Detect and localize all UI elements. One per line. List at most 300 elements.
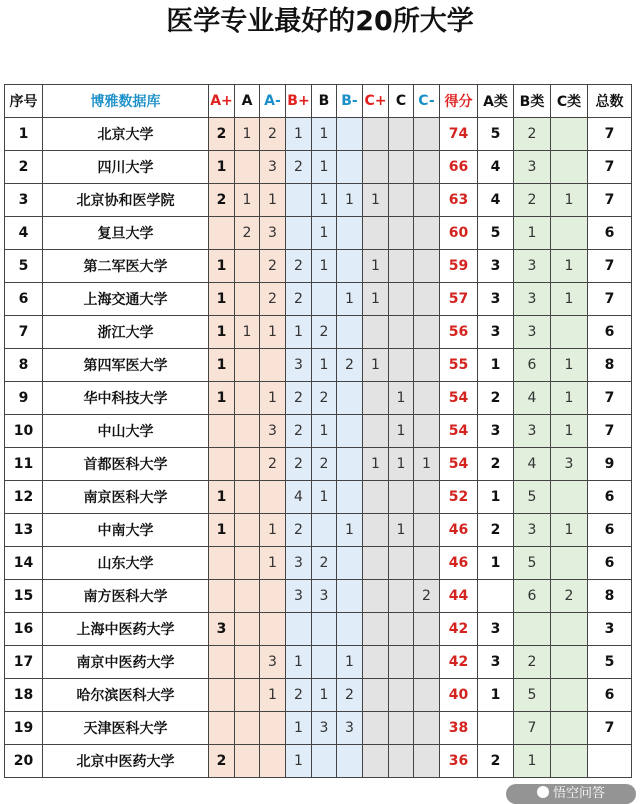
cell-score: 42 <box>440 613 478 646</box>
cell-c-count <box>551 745 588 778</box>
cell-university-name: 上海交通大学 <box>43 283 209 316</box>
cell-c-minus <box>414 382 440 415</box>
cell-idx: 16 <box>5 613 43 646</box>
cell-b-plus: 1 <box>286 316 312 349</box>
cell-b: 1 <box>312 481 337 514</box>
cell-b-plus <box>286 217 312 250</box>
cell-a-count <box>478 580 514 613</box>
cell-c-minus <box>414 646 440 679</box>
cell-b-plus: 2 <box>286 415 312 448</box>
cell-university-name: 北京协和医学院 <box>43 184 209 217</box>
cell-total: 7 <box>588 184 632 217</box>
cell-a-plus <box>209 712 235 745</box>
cell-c-plus: 1 <box>363 283 389 316</box>
cell-b-count: 4 <box>514 382 551 415</box>
cell-b-count: 5 <box>514 679 551 712</box>
cell-university-name: 北京大学 <box>43 118 209 151</box>
cell-university-name: 哈尔滨医科大学 <box>43 679 209 712</box>
cell-b-minus <box>337 151 363 184</box>
cell-c-plus <box>363 316 389 349</box>
cell-b-plus: 2 <box>286 250 312 283</box>
cell-b-plus: 2 <box>286 382 312 415</box>
cell-c-minus <box>414 151 440 184</box>
cell-idx: 18 <box>5 679 43 712</box>
cell-a <box>235 580 260 613</box>
cell-c-count <box>551 679 588 712</box>
header-total: 总数 <box>588 85 632 118</box>
watermark <box>506 784 636 804</box>
header-c-plus: C+ <box>363 85 389 118</box>
cell-a-count: 3 <box>478 250 514 283</box>
cell-c-count: 1 <box>551 514 588 547</box>
cell-c-minus <box>414 613 440 646</box>
header-c-minus: C- <box>414 85 440 118</box>
cell-idx: 1 <box>5 118 43 151</box>
cell-a-count: 4 <box>478 151 514 184</box>
cell-a-plus <box>209 646 235 679</box>
cell-total: 6 <box>588 547 632 580</box>
table-row <box>5 316 632 349</box>
table-row <box>5 217 632 250</box>
cell-b-minus: 1 <box>337 514 363 547</box>
cell-b-minus <box>337 118 363 151</box>
cell-c-plus <box>363 118 389 151</box>
cell-total: 8 <box>588 580 632 613</box>
cell-a <box>235 283 260 316</box>
header-a-plus: A+ <box>209 85 235 118</box>
cell-a-count: 3 <box>478 283 514 316</box>
cell-a <box>235 382 260 415</box>
cell-idx: 17 <box>5 646 43 679</box>
cell-c-minus <box>414 415 440 448</box>
cell-total: 9 <box>588 448 632 481</box>
cell-b: 1 <box>312 151 337 184</box>
cell-a-minus: 3 <box>260 646 286 679</box>
cell-a-count <box>478 712 514 745</box>
cell-b-minus: 1 <box>337 283 363 316</box>
cell-b-plus: 3 <box>286 349 312 382</box>
cell-b: 1 <box>312 250 337 283</box>
cell-b-count: 3 <box>514 283 551 316</box>
cell-c-plus <box>363 151 389 184</box>
cell-a-plus <box>209 217 235 250</box>
cell-a <box>235 646 260 679</box>
cell-total: 6 <box>588 316 632 349</box>
cell-university-name: 中山大学 <box>43 415 209 448</box>
cell-c-minus <box>414 547 440 580</box>
cell-score: 55 <box>440 349 478 382</box>
cell-a-minus <box>260 745 286 778</box>
cell-c-count: 1 <box>551 415 588 448</box>
cell-a-minus <box>260 481 286 514</box>
cell-a-plus: 1 <box>209 481 235 514</box>
cell-b-count: 1 <box>514 217 551 250</box>
cell-a <box>235 745 260 778</box>
cell-score: 46 <box>440 514 478 547</box>
cell-a-count: 3 <box>478 646 514 679</box>
cell-idx: 8 <box>5 349 43 382</box>
cell-a-plus: 2 <box>209 745 235 778</box>
cell-c <box>389 745 414 778</box>
cell-c-count: 1 <box>551 382 588 415</box>
cell-b-plus: 1 <box>286 646 312 679</box>
cell-score: 74 <box>440 118 478 151</box>
cell-a-minus: 2 <box>260 118 286 151</box>
cell-c-count: 1 <box>551 283 588 316</box>
wukong-logo-icon <box>537 786 549 798</box>
cell-university-name: 复旦大学 <box>43 217 209 250</box>
table-row <box>5 580 632 613</box>
cell-university-name: 上海中医药大学 <box>43 613 209 646</box>
cell-a-count: 5 <box>478 217 514 250</box>
cell-a-count: 1 <box>478 547 514 580</box>
cell-a <box>235 679 260 712</box>
cell-a-plus: 1 <box>209 514 235 547</box>
cell-b: 3 <box>312 580 337 613</box>
cell-score: 63 <box>440 184 478 217</box>
cell-c: 1 <box>389 382 414 415</box>
cell-b-plus: 2 <box>286 283 312 316</box>
cell-b-plus: 3 <box>286 547 312 580</box>
cell-b: 1 <box>312 679 337 712</box>
cell-c <box>389 184 414 217</box>
table-header-row <box>5 85 632 118</box>
cell-a-minus: 3 <box>260 217 286 250</box>
cell-b: 1 <box>312 184 337 217</box>
cell-total: 7 <box>588 151 632 184</box>
cell-score: 59 <box>440 250 478 283</box>
cell-a-minus: 1 <box>260 514 286 547</box>
cell-c <box>389 547 414 580</box>
cell-a: 1 <box>235 316 260 349</box>
cell-c <box>389 580 414 613</box>
cell-c-count <box>551 547 588 580</box>
cell-c-plus <box>363 382 389 415</box>
cell-a <box>235 712 260 745</box>
cell-a-minus: 3 <box>260 415 286 448</box>
cell-a <box>235 514 260 547</box>
cell-a-count: 2 <box>478 745 514 778</box>
table-row <box>5 415 632 448</box>
table-row <box>5 118 632 151</box>
cell-university-name: 南方医科大学 <box>43 580 209 613</box>
cell-score: 40 <box>440 679 478 712</box>
cell-b-plus: 2 <box>286 679 312 712</box>
cell-c-plus: 1 <box>363 250 389 283</box>
cell-a-minus: 2 <box>260 448 286 481</box>
cell-idx: 11 <box>5 448 43 481</box>
cell-idx: 3 <box>5 184 43 217</box>
header-c: C <box>389 85 414 118</box>
cell-total: 6 <box>588 679 632 712</box>
cell-b: 1 <box>312 118 337 151</box>
cell-c-count: 1 <box>551 349 588 382</box>
cell-a: 2 <box>235 217 260 250</box>
header-a-count: A类 <box>478 85 514 118</box>
cell-c-minus <box>414 118 440 151</box>
cell-c-minus <box>414 217 440 250</box>
cell-idx: 19 <box>5 712 43 745</box>
cell-c-plus <box>363 547 389 580</box>
cell-b-count: 6 <box>514 349 551 382</box>
table-row <box>5 547 632 580</box>
cell-b-count: 3 <box>514 415 551 448</box>
cell-c <box>389 349 414 382</box>
cell-b-minus <box>337 745 363 778</box>
cell-b-minus: 1 <box>337 646 363 679</box>
cell-idx: 9 <box>5 382 43 415</box>
table-row <box>5 745 632 778</box>
cell-b-plus: 2 <box>286 151 312 184</box>
cell-b-minus: 2 <box>337 349 363 382</box>
table-row <box>5 184 632 217</box>
cell-total: 7 <box>588 118 632 151</box>
cell-c-minus <box>414 316 440 349</box>
cell-a-minus: 2 <box>260 283 286 316</box>
table-body <box>5 118 632 778</box>
cell-b: 1 <box>312 349 337 382</box>
cell-c-count <box>551 151 588 184</box>
cell-b-minus <box>337 382 363 415</box>
cell-score: 54 <box>440 448 478 481</box>
cell-c-minus <box>414 481 440 514</box>
cell-b-plus: 1 <box>286 712 312 745</box>
cell-a-plus: 1 <box>209 283 235 316</box>
cell-total: 7 <box>588 283 632 316</box>
cell-c-plus <box>363 481 389 514</box>
cell-b-minus: 1 <box>337 184 363 217</box>
cell-a-plus: 1 <box>209 250 235 283</box>
cell-b-minus: 3 <box>337 712 363 745</box>
cell-b-count: 2 <box>514 118 551 151</box>
cell-c-minus <box>414 514 440 547</box>
cell-a-minus: 2 <box>260 250 286 283</box>
cell-c: 1 <box>389 415 414 448</box>
cell-b-count: 5 <box>514 481 551 514</box>
cell-b-count: 7 <box>514 712 551 745</box>
cell-b-count: 1 <box>514 745 551 778</box>
cell-c-count <box>551 712 588 745</box>
cell-a-count: 1 <box>478 679 514 712</box>
cell-b-count <box>514 613 551 646</box>
header-a: A <box>235 85 260 118</box>
header-b-minus: B- <box>337 85 363 118</box>
cell-idx: 10 <box>5 415 43 448</box>
cell-b-count: 3 <box>514 151 551 184</box>
cell-b <box>312 646 337 679</box>
cell-c-plus <box>363 514 389 547</box>
cell-idx: 7 <box>5 316 43 349</box>
cell-total: 6 <box>588 481 632 514</box>
cell-c: 1 <box>389 448 414 481</box>
cell-c <box>389 712 414 745</box>
header-a-minus: A- <box>260 85 286 118</box>
cell-b-plus: 3 <box>286 580 312 613</box>
cell-b-count: 4 <box>514 448 551 481</box>
cell-university-name: 第二军医大学 <box>43 250 209 283</box>
table-row <box>5 679 632 712</box>
table-row <box>5 481 632 514</box>
cell-c-minus <box>414 250 440 283</box>
cell-b-count: 3 <box>514 250 551 283</box>
cell-a-plus <box>209 448 235 481</box>
cell-idx: 13 <box>5 514 43 547</box>
cell-c <box>389 217 414 250</box>
cell-university-name: 天津医科大学 <box>43 712 209 745</box>
cell-a <box>235 415 260 448</box>
cell-b-minus <box>337 613 363 646</box>
header-b-count: B类 <box>514 85 551 118</box>
cell-a-count: 3 <box>478 316 514 349</box>
cell-a <box>235 448 260 481</box>
cell-c <box>389 481 414 514</box>
cell-c-minus <box>414 679 440 712</box>
cell-a-plus <box>209 580 235 613</box>
cell-idx: 6 <box>5 283 43 316</box>
cell-idx: 2 <box>5 151 43 184</box>
table-row <box>5 712 632 745</box>
cell-a: 1 <box>235 184 260 217</box>
cell-b-count: 5 <box>514 547 551 580</box>
cell-b <box>312 283 337 316</box>
table-row <box>5 448 632 481</box>
cell-total: 6 <box>588 217 632 250</box>
cell-b: 2 <box>312 316 337 349</box>
cell-c-plus: 1 <box>363 448 389 481</box>
cell-c-count: 1 <box>551 250 588 283</box>
cell-c-plus <box>363 613 389 646</box>
cell-c <box>389 151 414 184</box>
cell-a-count: 3 <box>478 415 514 448</box>
cell-score: 54 <box>440 382 478 415</box>
cell-c-plus <box>363 415 389 448</box>
cell-idx: 4 <box>5 217 43 250</box>
cell-b <box>312 613 337 646</box>
header-score: 得分 <box>440 85 478 118</box>
table-row <box>5 283 632 316</box>
cell-a-minus: 3 <box>260 151 286 184</box>
cell-a-plus: 1 <box>209 151 235 184</box>
cell-c-minus <box>414 184 440 217</box>
table-row <box>5 382 632 415</box>
cell-c-count <box>551 646 588 679</box>
cell-a-plus: 1 <box>209 349 235 382</box>
cell-a-count: 4 <box>478 184 514 217</box>
cell-c <box>389 646 414 679</box>
cell-c-count: 3 <box>551 448 588 481</box>
cell-a-count: 2 <box>478 382 514 415</box>
cell-c-count <box>551 316 588 349</box>
cell-score: 38 <box>440 712 478 745</box>
table-row <box>5 349 632 382</box>
cell-c-count <box>551 613 588 646</box>
cell-total: 7 <box>588 382 632 415</box>
cell-b-count: 3 <box>514 514 551 547</box>
header-c-count: C类 <box>551 85 588 118</box>
cell-c: 1 <box>389 514 414 547</box>
cell-c-count <box>551 217 588 250</box>
cell-university-name: 中南大学 <box>43 514 209 547</box>
cell-score: 36 <box>440 745 478 778</box>
cell-a <box>235 613 260 646</box>
cell-b: 2 <box>312 547 337 580</box>
cell-b <box>312 514 337 547</box>
cell-a <box>235 151 260 184</box>
cell-c <box>389 679 414 712</box>
cell-a-minus <box>260 580 286 613</box>
cell-university-name: 首都医科大学 <box>43 448 209 481</box>
cell-university-name: 南京医科大学 <box>43 481 209 514</box>
cell-c-count: 1 <box>551 184 588 217</box>
cell-c-minus: 2 <box>414 580 440 613</box>
cell-university-name: 第四军医大学 <box>43 349 209 382</box>
cell-b-minus <box>337 316 363 349</box>
cell-idx: 5 <box>5 250 43 283</box>
cell-a-count: 1 <box>478 349 514 382</box>
cell-c-minus <box>414 745 440 778</box>
cell-b: 1 <box>312 217 337 250</box>
cell-b-plus: 4 <box>286 481 312 514</box>
cell-c-count: 2 <box>551 580 588 613</box>
cell-a-minus: 1 <box>260 382 286 415</box>
cell-c-plus <box>363 745 389 778</box>
cell-university-name: 四川大学 <box>43 151 209 184</box>
cell-score: 56 <box>440 316 478 349</box>
cell-score: 66 <box>440 151 478 184</box>
cell-b-count: 2 <box>514 646 551 679</box>
header-b-plus: B+ <box>286 85 312 118</box>
cell-b-count: 6 <box>514 580 551 613</box>
cell-c <box>389 250 414 283</box>
cell-a-minus <box>260 613 286 646</box>
cell-total: 7 <box>588 250 632 283</box>
cell-total: 7 <box>588 415 632 448</box>
cell-c-plus <box>363 679 389 712</box>
cell-c-plus <box>363 646 389 679</box>
cell-total <box>588 745 632 778</box>
cell-c <box>389 283 414 316</box>
table-row <box>5 514 632 547</box>
cell-university-name: 北京中医药大学 <box>43 745 209 778</box>
table-row <box>5 646 632 679</box>
cell-score: 52 <box>440 481 478 514</box>
cell-a-count: 2 <box>478 448 514 481</box>
cell-a-minus: 1 <box>260 316 286 349</box>
cell-b: 2 <box>312 448 337 481</box>
cell-c-plus <box>363 580 389 613</box>
cell-a-plus <box>209 415 235 448</box>
cell-c-count <box>551 481 588 514</box>
cell-b-count: 3 <box>514 316 551 349</box>
cell-a-plus: 2 <box>209 184 235 217</box>
cell-score: 44 <box>440 580 478 613</box>
cell-score: 42 <box>440 646 478 679</box>
header-idx: 序号 <box>5 85 43 118</box>
cell-a-plus: 2 <box>209 118 235 151</box>
cell-c-minus <box>414 712 440 745</box>
cell-idx: 14 <box>5 547 43 580</box>
cell-a-plus: 1 <box>209 382 235 415</box>
watermark-text: 悟空问答 <box>552 786 605 801</box>
cell-university-name: 华中科技大学 <box>43 382 209 415</box>
cell-university-name: 南京中医药大学 <box>43 646 209 679</box>
cell-c-minus <box>414 283 440 316</box>
cell-score: 60 <box>440 217 478 250</box>
cell-b-minus <box>337 448 363 481</box>
cell-idx: 20 <box>5 745 43 778</box>
cell-b-minus <box>337 250 363 283</box>
cell-a-plus <box>209 679 235 712</box>
